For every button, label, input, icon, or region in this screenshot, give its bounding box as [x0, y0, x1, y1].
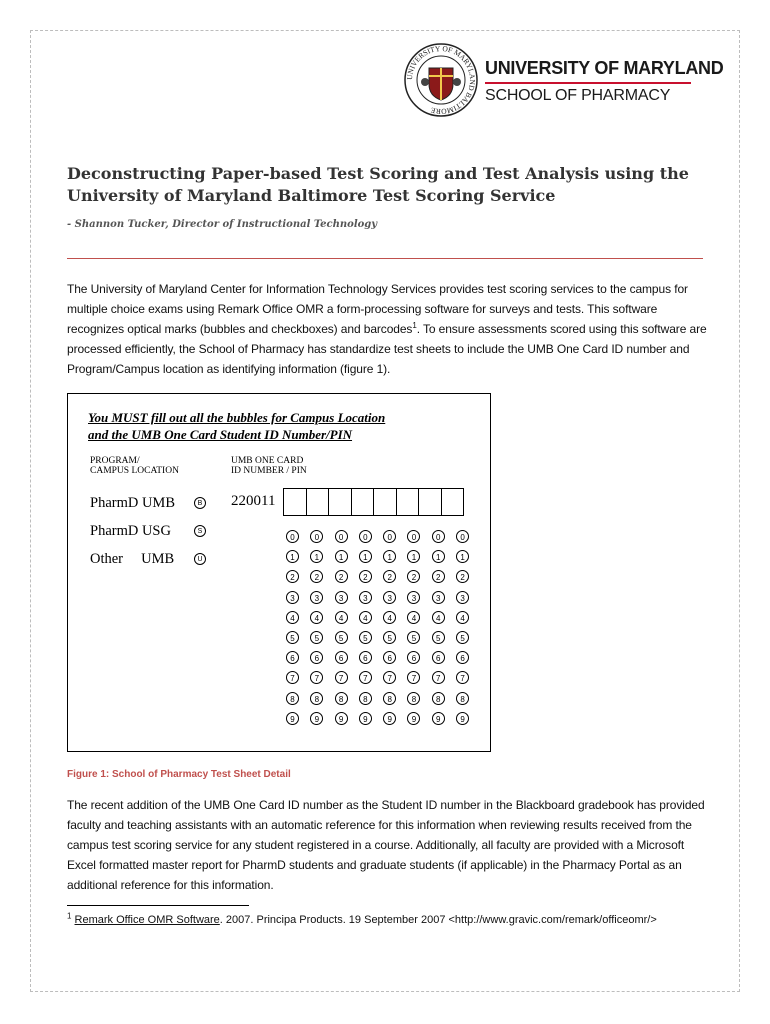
- bubble-cell: [310, 591, 334, 611]
- university-name: UNIVERSITY OF MARYLAND: [485, 58, 724, 78]
- digit-bubble[interactable]: 6: [310, 651, 323, 664]
- bubble-cell: [286, 530, 310, 550]
- digit-bubble[interactable]: 2: [432, 570, 445, 583]
- digit-bubble[interactable]: 0: [407, 530, 420, 543]
- bubble-cell: [310, 611, 334, 631]
- bubble-cell: [456, 631, 480, 651]
- digit-bubble[interactable]: 4: [383, 611, 396, 624]
- digit-bubble[interactable]: 4: [359, 611, 372, 624]
- bubble-cell: [407, 651, 431, 671]
- bubble-cell: [407, 712, 431, 732]
- digit-bubble[interactable]: 7: [335, 671, 348, 684]
- bubble-cell: [359, 671, 383, 691]
- digit-bubble[interactable]: 9: [359, 712, 372, 725]
- digit-bubble[interactable]: 3: [383, 591, 396, 604]
- bubble-row: [286, 712, 480, 732]
- bubble-cell: [383, 550, 407, 570]
- author-line: - Shannon Tucker, Director of Instructional Technology: [67, 219, 378, 230]
- digit-bubble[interactable]: 6: [456, 651, 469, 664]
- bubble-cell: [335, 671, 359, 691]
- digit-bubble[interactable]: 1: [407, 550, 420, 563]
- digit-bubble[interactable]: 3: [359, 591, 372, 604]
- digit-bubble[interactable]: 9: [383, 712, 396, 725]
- id-prefix: 220011: [231, 493, 276, 509]
- digit-bubble[interactable]: 0: [286, 530, 299, 543]
- bubble-cell: [310, 550, 334, 570]
- campus-option-other: Other UMB: [90, 551, 175, 567]
- bubble-cell: [359, 530, 383, 550]
- digit-bubble[interactable]: 0: [335, 530, 348, 543]
- bubble-cell: [310, 570, 334, 590]
- digit-bubble[interactable]: 1: [359, 550, 372, 563]
- bubble-cell: [335, 570, 359, 590]
- bubble-cell: [359, 591, 383, 611]
- digit-bubble[interactable]: 5: [310, 631, 323, 644]
- figure-heading-2: and the UMB One Card Student ID Number/PIN: [88, 427, 353, 442]
- digit-bubble[interactable]: 0: [383, 530, 396, 543]
- bubble-cell: [335, 591, 359, 611]
- digit-bubble[interactable]: 7: [383, 671, 396, 684]
- bubble-cell: [286, 570, 310, 590]
- bubble-cell: [335, 530, 359, 550]
- id-box[interactable]: [283, 488, 307, 516]
- digit-bubble[interactable]: 3: [432, 591, 445, 604]
- program-label-line1: PROGRAM/: [90, 456, 140, 466]
- intro-paragraph: [67, 279, 707, 379]
- bubble-cell: [310, 692, 334, 712]
- digit-bubble[interactable]: 8: [432, 692, 445, 705]
- digit-bubble[interactable]: 6: [286, 651, 299, 664]
- bubble-row: [286, 631, 480, 651]
- digit-bubble[interactable]: 2: [407, 570, 420, 583]
- digit-bubble[interactable]: 5: [432, 631, 445, 644]
- digit-bubble[interactable]: 8: [456, 692, 469, 705]
- bubble-cell: [335, 692, 359, 712]
- logo-divider: [485, 82, 691, 84]
- digit-bubble[interactable]: 9: [286, 712, 299, 725]
- intro-text-b: . To ensure assessments scored using this software are processed efficiently, the School of Pharmacy has standardize test sheets to include the UMB One Card ID number and Program/Campus location as identifying information (figure 1).: [67, 322, 707, 376]
- bubble-row: [286, 651, 480, 671]
- digit-bubble[interactable]: 5: [335, 631, 348, 644]
- bubble-cell: [359, 692, 383, 712]
- svg-text:UNIVERSITY OF MARYLAND BALTIMO: UNIVERSITY OF MARYLAND BALTIMORE: [404, 43, 478, 117]
- university-seal-icon: [403, 42, 479, 118]
- campus-option-usg: PharmD USG: [90, 523, 171, 539]
- bubble-cell: [407, 570, 431, 590]
- bubble-cell: [383, 530, 407, 550]
- digit-bubble[interactable]: 0: [456, 530, 469, 543]
- bubble-cell: [383, 570, 407, 590]
- digit-bubble[interactable]: 4: [432, 611, 445, 624]
- bubble-cell: [432, 651, 456, 671]
- bubble-cell: [359, 631, 383, 651]
- bubble-cell: [456, 530, 480, 550]
- bubble-cell: [383, 651, 407, 671]
- bubble-cell: [310, 712, 334, 732]
- bubble-cell: [456, 692, 480, 712]
- bubble-cell: [359, 651, 383, 671]
- bubble-cell: [456, 591, 480, 611]
- bubble-cell: [432, 712, 456, 732]
- digit-bubble[interactable]: 4: [335, 611, 348, 624]
- bubble-cell: [310, 651, 334, 671]
- bubble-cell: [286, 631, 310, 651]
- bubble-cell: [456, 671, 480, 691]
- digit-bubble[interactable]: 7: [432, 671, 445, 684]
- digit-bubble[interactable]: 0: [310, 530, 323, 543]
- bubble-cell: [383, 692, 407, 712]
- bubble-cell: [407, 591, 431, 611]
- digit-bubble[interactable]: 9: [456, 712, 469, 725]
- title-divider: [67, 258, 703, 259]
- digit-bubble[interactable]: 8: [407, 692, 420, 705]
- digit-bubble[interactable]: 2: [335, 570, 348, 583]
- digit-bubble[interactable]: 9: [407, 712, 420, 725]
- id-box[interactable]: [306, 488, 330, 516]
- bubble-cell: [383, 712, 407, 732]
- bubble-cell: [432, 671, 456, 691]
- bubble-cell: [432, 550, 456, 570]
- campus-bubble-s[interactable]: S: [194, 525, 206, 537]
- digit-bubble[interactable]: 3: [407, 591, 420, 604]
- bubble-cell: [359, 712, 383, 732]
- bubble-cell: [359, 570, 383, 590]
- bubble-cell: [432, 570, 456, 590]
- bubble-cell: [432, 530, 456, 550]
- digit-bubble[interactable]: 1: [432, 550, 445, 563]
- bubble-cell: [286, 591, 310, 611]
- program-label: [90, 456, 179, 476]
- bubble-cell: [383, 611, 407, 631]
- digit-bubble[interactable]: 5: [383, 631, 396, 644]
- bubble-cell: [286, 550, 310, 570]
- card-label: [231, 456, 307, 476]
- digit-bubble[interactable]: 5: [359, 631, 372, 644]
- footnote-citation: . 2007. Principa Products. 19 September 2007 <http://www.gravic.com/remark/officeomr/>: [219, 914, 657, 926]
- digit-bubble[interactable]: 2: [286, 570, 299, 583]
- digit-bubble[interactable]: 6: [407, 651, 420, 664]
- bubble-cell: [407, 530, 431, 550]
- bubble-cell: [335, 651, 359, 671]
- digit-bubble[interactable]: 7: [310, 671, 323, 684]
- bubble-cell: [432, 692, 456, 712]
- digit-bubble[interactable]: 0: [432, 530, 445, 543]
- id-box[interactable]: [441, 488, 465, 516]
- bubble-cell: [286, 651, 310, 671]
- digit-bubble[interactable]: 9: [310, 712, 323, 725]
- bubble-row: [286, 570, 480, 590]
- bubble-cell: [335, 611, 359, 631]
- digit-bubble[interactable]: 8: [335, 692, 348, 705]
- card-label-line2: ID NUMBER / PIN: [231, 466, 307, 476]
- bubble-cell: [383, 591, 407, 611]
- bubble-cell: [407, 631, 431, 651]
- card-label-line1: UMB ONE CARD: [231, 456, 304, 466]
- bubble-row: [286, 671, 480, 691]
- bubble-cell: [456, 570, 480, 590]
- body-paragraph: The recent addition of the UMB One Card ID number as the Student ID number in the Blackboard gradebook has provided faculty and teaching assistants with an automatic reference for this information when reviewing results received from the campus test scoring service for any student registered in a course. Additionally, all faculty are provided with a Microsoft Excel formatted master report for PharmD students and graduate students (if applicable) in the Pharmacy Portal as an additional reference for this information.: [67, 798, 705, 892]
- digit-bubble[interactable]: 9: [335, 712, 348, 725]
- bubble-cell: [432, 631, 456, 651]
- bubble-cell: [383, 631, 407, 651]
- digit-bubble[interactable]: 9: [432, 712, 445, 725]
- bubble-cell: [456, 550, 480, 570]
- digit-bubble[interactable]: 8: [286, 692, 299, 705]
- digit-bubble[interactable]: 1: [383, 550, 396, 563]
- bubble-cell: [286, 712, 310, 732]
- bubble-cell: [407, 611, 431, 631]
- digit-bubble[interactable]: 1: [335, 550, 348, 563]
- digit-bubble[interactable]: 6: [335, 651, 348, 664]
- bubble-cell: [359, 611, 383, 631]
- figure-caption: Figure 1: School of Pharmacy Test Sheet Detail: [67, 769, 291, 780]
- bubble-cell: [432, 591, 456, 611]
- id-box[interactable]: [418, 488, 442, 516]
- id-box[interactable]: [328, 488, 352, 516]
- digit-bubble[interactable]: 8: [383, 692, 396, 705]
- id-box[interactable]: [396, 488, 420, 516]
- bubble-row: [286, 692, 480, 712]
- digit-bubble[interactable]: 0: [359, 530, 372, 543]
- digit-bubble[interactable]: 4: [310, 611, 323, 624]
- digit-bubble[interactable]: 8: [310, 692, 323, 705]
- bubble-cell: [407, 671, 431, 691]
- bubble-cell: [407, 692, 431, 712]
- school-name: SCHOOL OF PHARMACY: [485, 87, 671, 104]
- digit-bubble[interactable]: 7: [286, 671, 299, 684]
- campus-bubble-u[interactable]: U: [194, 553, 206, 565]
- bubble-cell: [456, 651, 480, 671]
- campus-bubble-b[interactable]: B: [194, 497, 206, 509]
- id-box[interactable]: [351, 488, 375, 516]
- digit-bubble[interactable]: 7: [456, 671, 469, 684]
- digit-bubble[interactable]: 6: [383, 651, 396, 664]
- bubble-cell: [335, 712, 359, 732]
- id-box[interactable]: [373, 488, 397, 516]
- footnote-divider: [67, 905, 249, 906]
- digit-bubble[interactable]: 5: [407, 631, 420, 644]
- bubble-row: [286, 591, 480, 611]
- bubble-cell: [383, 671, 407, 691]
- bubble-cell: [286, 671, 310, 691]
- bubble-cell: [310, 530, 334, 550]
- digit-bubble[interactable]: 7: [407, 671, 420, 684]
- bubble-cell: [335, 631, 359, 651]
- digit-bubble[interactable]: 2: [359, 570, 372, 583]
- bubble-row: [286, 550, 480, 570]
- bubble-cell: [456, 611, 480, 631]
- bubble-cell: [432, 611, 456, 631]
- digit-bubble[interactable]: 3: [456, 591, 469, 604]
- test-sheet-figure: [67, 393, 491, 752]
- intro-text-a: The University of Maryland Center for Information Technology Services provides test scoring services to the campus for multiple choice exams using Remark Office OMR a form-processing software for surveys and tests. This software recognizes optical marks (bubbles and checkboxes) and barcodes: [67, 282, 688, 336]
- figure-heading-1: You MUST fill out all the bubbles for Campus Location: [88, 410, 386, 425]
- digit-bubble[interactable]: 2: [456, 570, 469, 583]
- digit-bubble[interactable]: 1: [286, 550, 299, 563]
- footnote-ref[interactable]: 1: [412, 321, 417, 330]
- bubble-cell: [407, 550, 431, 570]
- digit-bubble[interactable]: 4: [456, 611, 469, 624]
- bubble-cell: [310, 671, 334, 691]
- digit-bubble[interactable]: 2: [383, 570, 396, 583]
- digit-bubble[interactable]: 8: [359, 692, 372, 705]
- footnote-number: 1: [67, 911, 72, 921]
- digit-bubble[interactable]: 1: [456, 550, 469, 563]
- bubble-row: [286, 611, 480, 631]
- document-title: Deconstructing Paper-based Test Scoring and Test Analysis using the University of Maryland Baltimore Test Scoring Service: [67, 164, 689, 205]
- digit-bubble[interactable]: 4: [407, 611, 420, 624]
- bubble-row: [286, 530, 480, 550]
- program-label-line2: CAMPUS LOCATION: [90, 466, 179, 476]
- digit-bubble[interactable]: 6: [359, 651, 372, 664]
- digit-bubble[interactable]: 7: [359, 671, 372, 684]
- digit-bubble[interactable]: 4: [286, 611, 299, 624]
- bubble-cell: [359, 550, 383, 570]
- bubble-cell: [456, 712, 480, 732]
- bubble-cell: [310, 631, 334, 651]
- bubble-cell: [286, 692, 310, 712]
- digit-bubble[interactable]: 3: [286, 591, 299, 604]
- id-bubble-grid: [286, 530, 480, 732]
- digit-bubble[interactable]: 6: [432, 651, 445, 664]
- digit-bubble[interactable]: 3: [335, 591, 348, 604]
- digit-bubble[interactable]: 2: [310, 570, 323, 583]
- digit-bubble[interactable]: 5: [286, 631, 299, 644]
- id-entry-boxes: [284, 488, 464, 516]
- bubble-cell: [286, 611, 310, 631]
- digit-bubble[interactable]: 1: [310, 550, 323, 563]
- campus-option-umb: PharmD UMB: [90, 495, 175, 511]
- bubble-cell: [335, 550, 359, 570]
- digit-bubble[interactable]: 5: [456, 631, 469, 644]
- footnote: [67, 911, 657, 926]
- footnote-link[interactable]: Remark Office OMR Software: [74, 914, 220, 926]
- digit-bubble[interactable]: 3: [310, 591, 323, 604]
